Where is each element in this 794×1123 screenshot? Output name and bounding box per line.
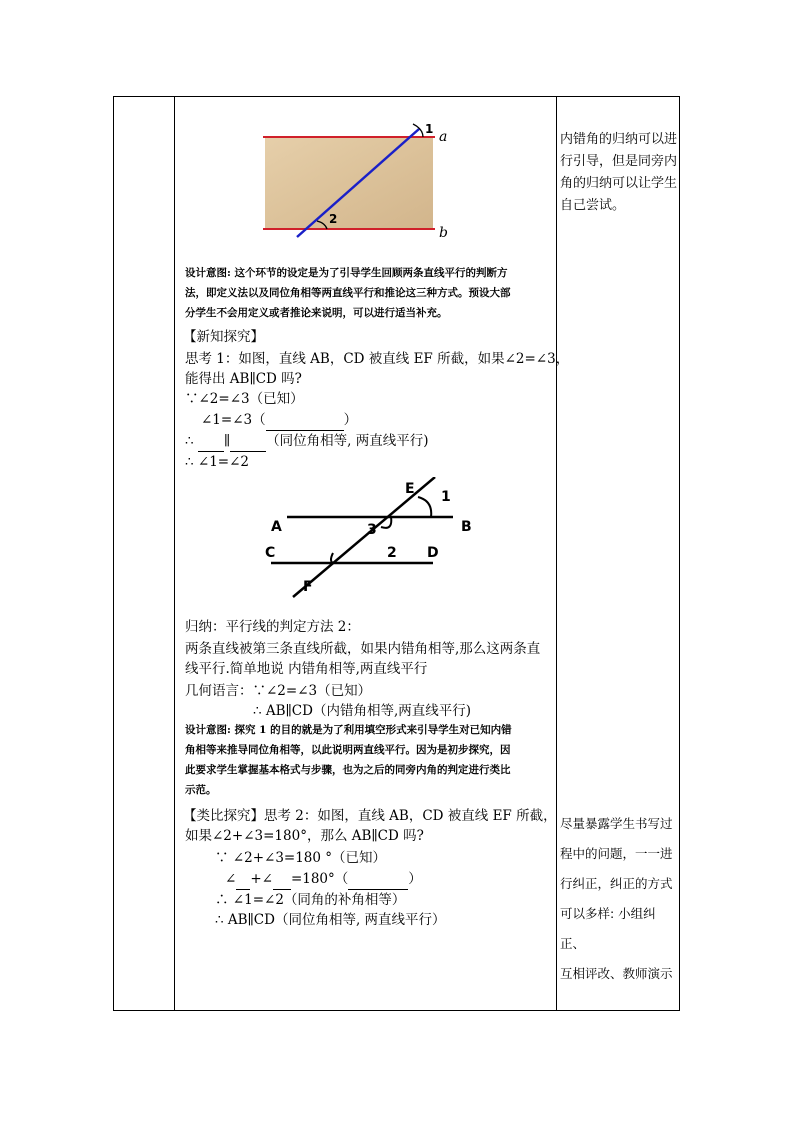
design-intent-1-line-1: 设计意图: 这个环节的设定是为了引导学生回顾两条直线平行的判断方 (185, 267, 508, 279)
design-intent-2-line-2: 角相等来推导同位角相等，以此说明两直线平行。因为是初步探究，因 (185, 744, 511, 756)
note2-line-2: 程中的问题，一一进 (560, 846, 673, 861)
proof1-line-4: ∴ ∠1=∠2 (185, 454, 249, 470)
figure2-label-F: F (303, 579, 313, 595)
figure2-label-C: C (265, 545, 276, 561)
note1-line-3: 角的归纳可以让学生 (560, 176, 678, 191)
note1-line-1: 内错角的归纳可以进 (560, 132, 678, 147)
note2-line-4: 可以多样: 小组纠正、 (560, 906, 656, 951)
note2-line-3: 行纠正，纠正的方式 (560, 876, 673, 891)
column-divider-1 (174, 97, 175, 1010)
section-new-knowledge: 【新知探究】 (183, 329, 264, 345)
figure2-label-D: D (427, 545, 439, 561)
figure2-label-2: 2 (387, 545, 397, 561)
summary-title: 归纳：平行线的判定方法 2： (185, 619, 360, 635)
summary-body-line-1: 两条直线被第三条直线所截，如果内错角相等,那么这两条直 (185, 641, 541, 657)
figure2-label-3: 3 (367, 522, 377, 538)
right-note-1 (560, 129, 678, 217)
figure1-label-1: 1 (425, 122, 434, 136)
proof2-line-2: ∠ +∠ =180°（ ） (225, 869, 422, 890)
summary-body-line-2: 线平行.简单地说 内错角相等,两直线平行 (185, 661, 428, 677)
proof1-line-2: ∠1=∠3（ ） (201, 410, 357, 431)
main-column (181, 97, 570, 1010)
think2-line-1: 【类比探究】思考 2：如图，直线 AB，CD 被直线 EF 所截， (183, 808, 557, 824)
note2-line-1: 尽量暴露学生书写过 (560, 816, 673, 831)
figure1-label-a: a (439, 129, 448, 145)
note1-line-4: 自己尝试。 (560, 198, 626, 213)
design-intent-1-line-2: 法，即定义法以及同位角相等两直线平行和推论这三种方式。预设大部 (185, 287, 511, 299)
parallel-lines-figure-2 (263, 477, 503, 601)
proof2-blank-2[interactable] (273, 869, 291, 890)
parallel-lines-figure-1 (263, 119, 513, 241)
proof1-blank-2[interactable] (198, 431, 224, 452)
design-intent-2-line-3: 此要求学生掌握基本格式与步骤，也为之后的同旁内角的判定进行类比 (185, 764, 511, 776)
note2-line-5: 互相评改、教师演示 (560, 966, 673, 981)
wood-board (265, 137, 433, 229)
figure2-label-A: A (271, 519, 282, 535)
design-intent-1-line-3: 分学生不会用定义或者推论来说明，可以进行适当补充。 (185, 307, 448, 319)
proof1-blank-1[interactable] (266, 410, 344, 431)
proof2-line-1: ∵ ∠2+∠3=180 °（已知） (215, 850, 387, 866)
figure2-label-B: B (461, 519, 472, 535)
think1-line-2: 能得出 AB∥CD 吗? (185, 371, 302, 387)
proof1-blank-3[interactable] (230, 431, 266, 452)
proof2-line-3: ∴ ∠1=∠2（同角的补角相等） (215, 892, 406, 908)
lesson-table (113, 96, 680, 1011)
proof2-blank-3[interactable] (348, 869, 408, 890)
note1-line-2: 行引导，但是同旁内 (560, 154, 678, 169)
proof2-blank-1[interactable] (236, 869, 250, 890)
proof2-line-4: ∴ AB∥CD（同位角相等, 两直线平行） (215, 912, 446, 928)
angle-2-arc (331, 553, 333, 563)
figure2-label-E: E (405, 481, 415, 497)
proof1-line-1: ∵∠2=∠3（已知） (185, 391, 304, 407)
think2-line-2: 如果∠2+∠3=180°，那么 AB∥CD 吗? (185, 828, 424, 844)
geometry-language-line-1: 几何语言：∵∠2=∠3（已知） (185, 683, 372, 699)
think1-line-1: 思考 1：如图，直线 AB，CD 被直线 EF 所截，如果∠2=∠3， (185, 351, 570, 367)
design-intent-2-line-4: 示范。 (185, 784, 217, 796)
figure2-label-1: 1 (441, 489, 451, 505)
figure1-label-2: 2 (329, 212, 338, 226)
column-divider-2 (556, 97, 557, 1010)
proof1-line-3: ∴ ∥ （同位角相等, 两直线平行) (185, 431, 429, 452)
angle-1-arc (418, 497, 431, 517)
geometry-language-line-2: ∴ AB∥CD（内错角相等,两直线平行) (253, 703, 471, 719)
right-note-2 (560, 809, 678, 989)
figure1-label-b: b (439, 225, 448, 241)
design-intent-2-line-1: 设计意图: 探究 1 的目的就是为了利用填空形式来引导学生对已知内错 (185, 724, 512, 736)
